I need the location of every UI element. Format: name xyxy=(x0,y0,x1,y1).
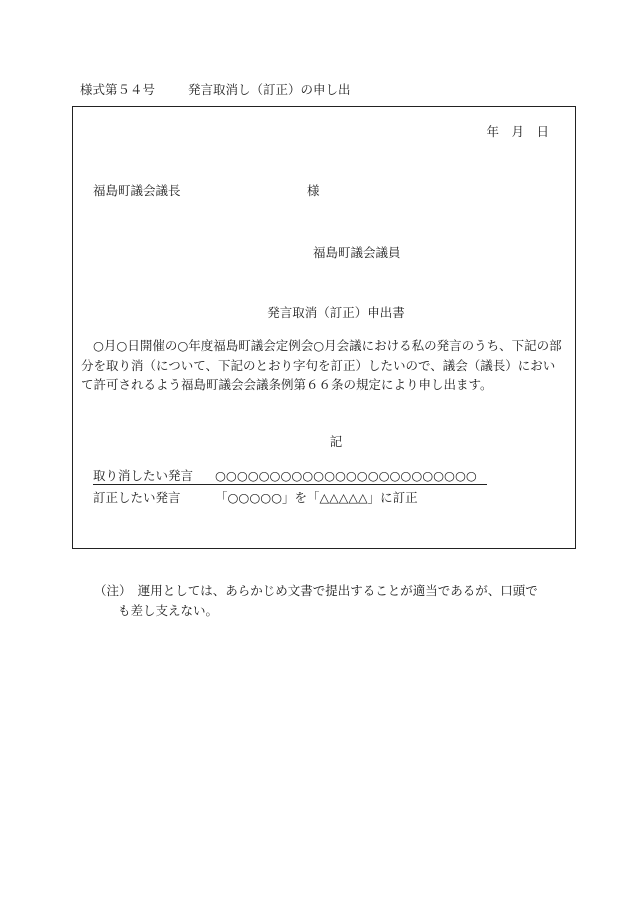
addressee: 福島町議会議長 xyxy=(93,183,181,198)
sender-title: 福島町議会議員 xyxy=(313,245,401,260)
application-form-box xyxy=(72,106,576,549)
note-line-2: も差し支えない。 xyxy=(118,602,219,618)
date-field: 年 月 日 xyxy=(486,124,549,139)
note xyxy=(94,581,556,620)
withdraw-value: ○○○○○○○○○○○○○○○○○○○○○○○○ xyxy=(215,468,477,483)
withdraw-label: 取り消したい発言 xyxy=(93,468,194,483)
form-header xyxy=(80,80,351,98)
form-title: 発言取消し（訂正）の申し出 xyxy=(188,82,351,97)
document-title: 発言取消（訂正）申出書 xyxy=(267,305,405,320)
ki-heading: 記 xyxy=(329,434,343,449)
body-text: ○月○日開催の○年度福島町議会定例会○月会議における私の発言のうち、下記の部分を取り消（について、下記のとおり字句を訂正）したいので、議会（議長）において許可されるよう福島町議会会議条例第６６条の規定により申し出ます。 xyxy=(81,338,562,392)
correct-value: 「○○○○○」を「△△△△△」に訂正 xyxy=(215,490,418,505)
honorific: 様 xyxy=(307,183,320,198)
form-number: 様式第５４号 xyxy=(80,82,156,97)
withdraw-line xyxy=(93,466,487,485)
note-line-1: （注） 運用としては、あらかじめ文書で提出することが適当であるが、口頭で xyxy=(94,583,538,598)
correct-label: 訂正したい発言 xyxy=(93,490,181,505)
correct-line xyxy=(93,488,418,506)
